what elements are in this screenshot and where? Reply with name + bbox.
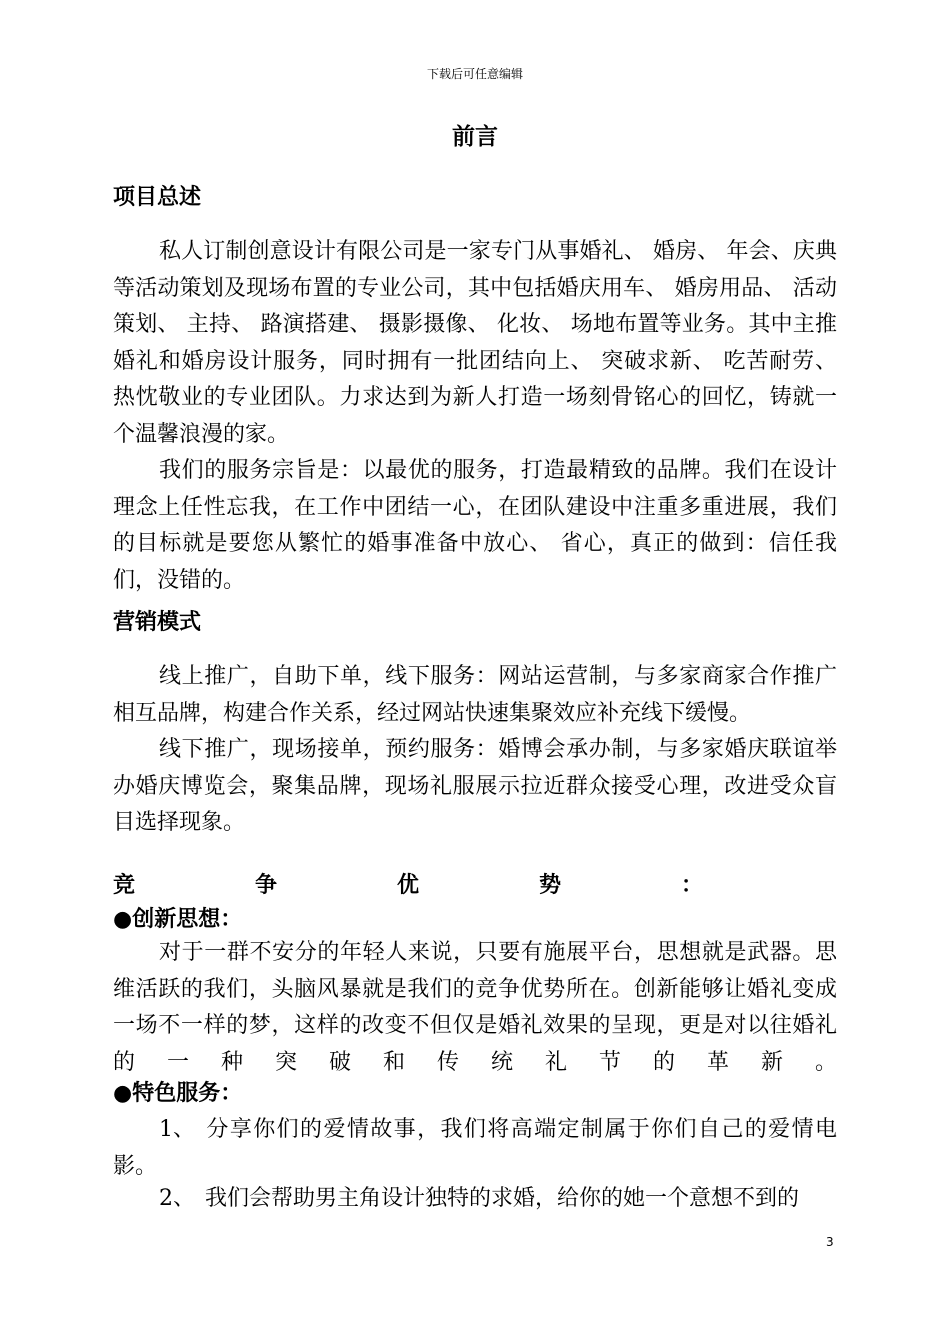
list-item-text: 分享你们的爱情故事，我们将高端定制属于你们自己的爱情电影。 xyxy=(113,1117,837,1179)
marketing-paragraph-1: 线上推广，自助下单，线下服务：网站运营制，与多家商家合作推广相互品牌，构建合作关系，经过网站快速集聚效应补充线下缓慢。 xyxy=(113,664,837,726)
section-heading-advantages xyxy=(113,871,703,901)
advantages-heading-char: 竞 xyxy=(113,873,136,898)
innovation-paragraph: 对于一群不安分的年轻人来说，只要有施展平台，思想就是武器。思维活跃的我们，头脑风暴就是我们的竞争优势所在。创新能够让婚礼变成一场不一样的梦，这样的改变不但仅是婚礼效果的呈现，更是对以往婚礼的一种突破和传统礼节的革新。 xyxy=(113,940,837,1075)
advantages-heading-char: 争 xyxy=(254,873,277,898)
marketing-paragraph-2: 线下推广，现场接单，预约服务：婚博会承办制，与多家婚庆联谊举办婚庆博览会，聚集品牌，现场礼服展示拉近群众接受心理，改进受众盲目选择现象。 xyxy=(113,737,837,835)
section-heading-overview: 项目总述 xyxy=(113,185,202,210)
list-item xyxy=(113,1112,837,1185)
advantages-heading-char: ： xyxy=(680,873,703,898)
overview-paragraph-2: 我们的服务宗旨是：以最优的服务，打造最精致的品牌。我们在设计理念上任性忘我，在工作中团结一心，在团队建设中注重多重进展，我们的目标就是要您从繁忙的婚事准备中放心、 省心，真正的做到：信任我们，没错的。 xyxy=(113,458,837,593)
list-item-text: 我们会帮助男主角设计独特的求婚，给你的她一个意想不到的 xyxy=(205,1186,800,1211)
document-title: 前言 xyxy=(452,124,498,150)
advantages-heading-char: 势 xyxy=(538,873,561,898)
page-number: 3 xyxy=(826,1235,834,1249)
advantages-heading-char: 优 xyxy=(396,873,419,898)
features-heading: ●特色服务： xyxy=(113,1081,243,1106)
overview-paragraph-1: 私人订制创意设计有限公司是一家专门从事婚礼、 婚房、 年会、庆典等活动策划及现场布置的专业公司，其中包括婚庆用车、 婚房用品、 活动策划、 主持、 路演搭建、 摄影摄像、 化妆、 场地布置等业务。其中主推婚礼和婚房设计服务，同时拥有一批团结向上、 突破求新、 吃苦耐劳、 热忱敬业的专业团队。力求达到为新人打造一场刻骨铭心的回忆，铸就一个温馨浪漫的家。 xyxy=(113,239,837,447)
innovation-heading: ●创新思想： xyxy=(113,907,243,932)
page-header: 下载后可任意编辑 xyxy=(426,67,523,81)
list-item-number: 1、 xyxy=(159,1117,195,1142)
section-heading-marketing: 营销模式 xyxy=(113,610,202,635)
list-item xyxy=(113,1181,837,1218)
list-item-number: 2、 xyxy=(159,1186,195,1211)
